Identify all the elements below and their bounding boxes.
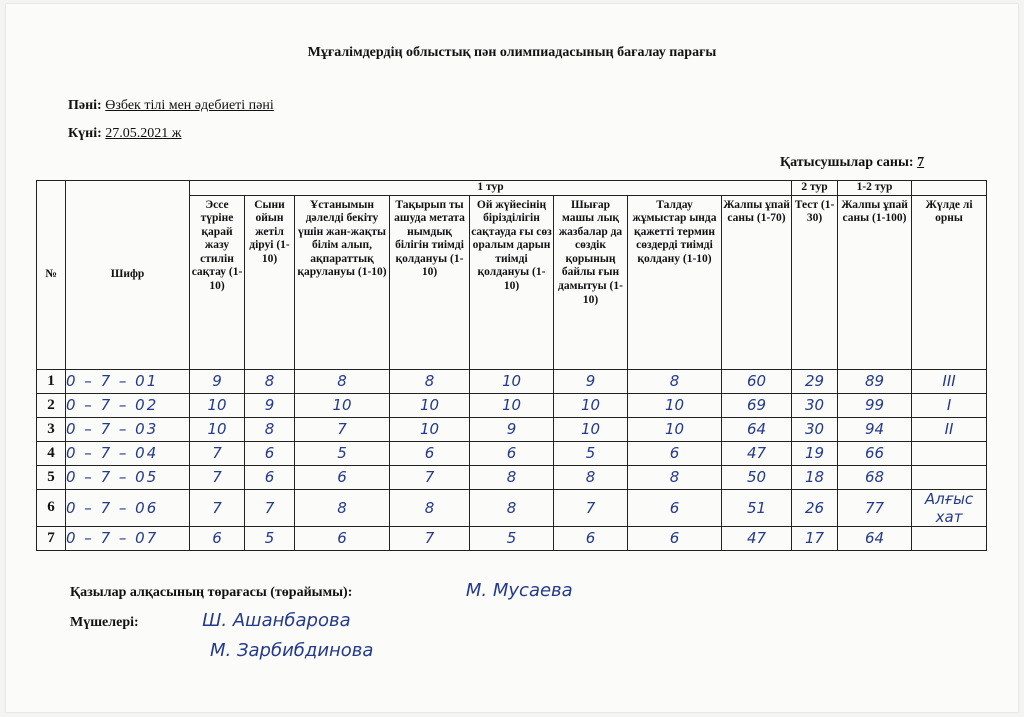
score-cell-c2: 7 [245,489,295,526]
member-name-1: Ш. Ашанбарова [202,610,351,631]
score-cell-c6: 9 [554,369,628,393]
score-cell-c3: 8 [295,369,390,393]
score-cell-c10: 64 [838,526,912,550]
row-code: 0 – 7 – 07 [66,526,190,550]
row-place [912,526,987,550]
row-place: II [912,417,987,441]
header-col6: Шығар машы лық жазбалар да сөздік қорының байлы ғын дамытуы (1-10) [554,195,628,369]
score-cell-c5: 6 [470,441,554,465]
score-cell-c4: 7 [390,465,470,489]
score-cell-c4: 6 [390,441,470,465]
date-line [68,126,181,142]
members-line [70,610,351,631]
header-col2: Сыни ойын жетіл діруі (1-10) [245,195,295,369]
member-name-2: М. Зарбибдинова [210,640,374,661]
score-cell-c9: 18 [792,465,838,489]
score-cell-c5: 5 [470,526,554,550]
row-code: 0 – 7 – 04 [66,441,190,465]
score-cell-c6: 7 [554,489,628,526]
score-cell-c5: 8 [470,489,554,526]
score-cell-c10: 89 [838,369,912,393]
score-cell-c4: 7 [390,526,470,550]
header-col7: Талдау жұмыстар ында қажетті термин сөздерді тиімді қолдану (1-10) [628,195,722,369]
header-col10: Жалпы ұпай саны (1-100) [838,195,912,369]
score-cell-c4: 8 [390,369,470,393]
score-cell-c1: 6 [190,526,245,550]
score-cell-c7: 10 [628,393,722,417]
header-blank [912,181,987,196]
row-code: 0 – 7 – 05 [66,465,190,489]
score-cell-c8: 50 [722,465,792,489]
participants-value: 7 [917,155,925,170]
score-cell-c7: 8 [628,465,722,489]
score-cell-c2: 6 [245,465,295,489]
score-cell-c3: 10 [295,393,390,417]
score-cell-c8: 60 [722,369,792,393]
score-cell-c7: 8 [628,369,722,393]
scores-table [36,180,987,551]
score-cell-c6: 10 [554,417,628,441]
row-code: 0 – 7 – 06 [66,489,190,526]
score-cell-c9: 30 [792,417,838,441]
score-cell-c10: 77 [838,489,912,526]
score-cell-c10: 66 [838,441,912,465]
score-cell-c7: 10 [628,417,722,441]
row-code: 0 – 7 – 01 [66,369,190,393]
chair-name: М. Мусаева [465,580,573,601]
table-row [37,526,987,550]
table-row [37,441,987,465]
score-cell-c4: 8 [390,489,470,526]
score-cell-c10: 99 [838,393,912,417]
score-cell-c2: 9 [245,393,295,417]
score-cell-c2: 8 [245,369,295,393]
header-col5: Ой жүйесінің біріздiлігін сақтауда ғы сөз оралым дарын тиімді қолдануы (1-10) [470,195,554,369]
score-cell-c9: 26 [792,489,838,526]
participants-label: Қатысушылар саны: [780,155,914,170]
score-cell-c8: 64 [722,417,792,441]
members-label: Мүшелері: [70,615,139,630]
score-cell-c4: 10 [390,417,470,441]
row-place: III [912,369,987,393]
header-col4: Тақырып ты ашуда метата нымдық білігін тиімді қолдануы (1-10) [390,195,470,369]
score-cell-c6: 8 [554,465,628,489]
score-cell-c2: 5 [245,526,295,550]
score-cell-c5: 10 [470,393,554,417]
score-cell-c2: 6 [245,441,295,465]
members-line-2 [210,640,373,661]
header-col3: Ұстанымын дәлелді бекіту үшін жан-жақты білім алып, ақпараттық қарулануы (1-10) [295,195,390,369]
header-tour1: 1 тур [190,181,792,196]
score-cell-c1: 7 [190,465,245,489]
subject-value: Өзбек тілі мен әдебиеті пәні [105,98,274,113]
score-cell-c5: 8 [470,465,554,489]
score-cell-c7: 6 [628,526,722,550]
row-code: 0 – 7 – 02 [66,393,190,417]
score-cell-c6: 10 [554,393,628,417]
header-num: № [37,181,66,370]
score-cell-c10: 68 [838,465,912,489]
chair-label: Қазылар алқасының төрағасы (төрайымы): [70,585,353,600]
row-place: Алғыс хат [912,489,987,526]
table-row [37,417,987,441]
score-cell-c8: 69 [722,393,792,417]
table-row [37,393,987,417]
score-cell-c6: 6 [554,526,628,550]
row-code: 0 – 7 – 03 [66,417,190,441]
header-col11: Жүлде лі орны [912,195,987,369]
header-code: Шифр [66,181,190,370]
row-number: 2 [37,393,66,417]
score-cell-c5: 9 [470,417,554,441]
score-cell-c3: 8 [295,489,390,526]
row-number: 6 [37,489,66,526]
header-col1: Эссе түріне қарай жазу стилін сақтау (1-10) [190,195,245,369]
row-place [912,465,987,489]
subject-line [68,98,274,114]
score-cell-c7: 6 [628,441,722,465]
subject-label: Пәні: [68,98,102,113]
score-cell-c9: 30 [792,393,838,417]
row-number: 3 [37,417,66,441]
table-row [37,369,987,393]
row-number: 4 [37,441,66,465]
score-cell-c3: 6 [295,526,390,550]
score-cell-c8: 51 [722,489,792,526]
header-col9: Тест (1-30) [792,195,838,369]
row-place [912,441,987,465]
header-tour12: 1-2 тур [838,181,912,196]
score-cell-c3: 7 [295,417,390,441]
participants-line [780,155,924,171]
date-value: 27.05.2021 ж [105,126,182,141]
score-cell-c10: 94 [838,417,912,441]
score-cell-c4: 10 [390,393,470,417]
row-number: 1 [37,369,66,393]
score-cell-c1: 9 [190,369,245,393]
score-cell-c1: 7 [190,441,245,465]
chair-line [70,580,573,601]
table-row [37,465,987,489]
table-row [37,489,987,526]
row-number: 5 [37,465,66,489]
score-cell-c9: 19 [792,441,838,465]
score-cell-c1: 10 [190,393,245,417]
header-col8: Жалпы ұпай саны (1-70) [722,195,792,369]
score-cell-c1: 7 [190,489,245,526]
document-title: Мұғалімдердің облыстық пән олимпиадасының бағалау парағы [307,45,717,60]
score-cell-c8: 47 [722,526,792,550]
score-cell-c8: 47 [722,441,792,465]
score-cell-c3: 6 [295,465,390,489]
score-cell-c9: 29 [792,369,838,393]
row-number: 7 [37,526,66,550]
score-cell-c7: 6 [628,489,722,526]
row-place: I [912,393,987,417]
score-cell-c9: 17 [792,526,838,550]
score-cell-c5: 10 [470,369,554,393]
date-label: Күні: [68,126,102,141]
score-cell-c6: 5 [554,441,628,465]
header-tour2: 2 тур [792,181,838,196]
score-cell-c3: 5 [295,441,390,465]
score-cell-c1: 10 [190,417,245,441]
score-cell-c2: 8 [245,417,295,441]
